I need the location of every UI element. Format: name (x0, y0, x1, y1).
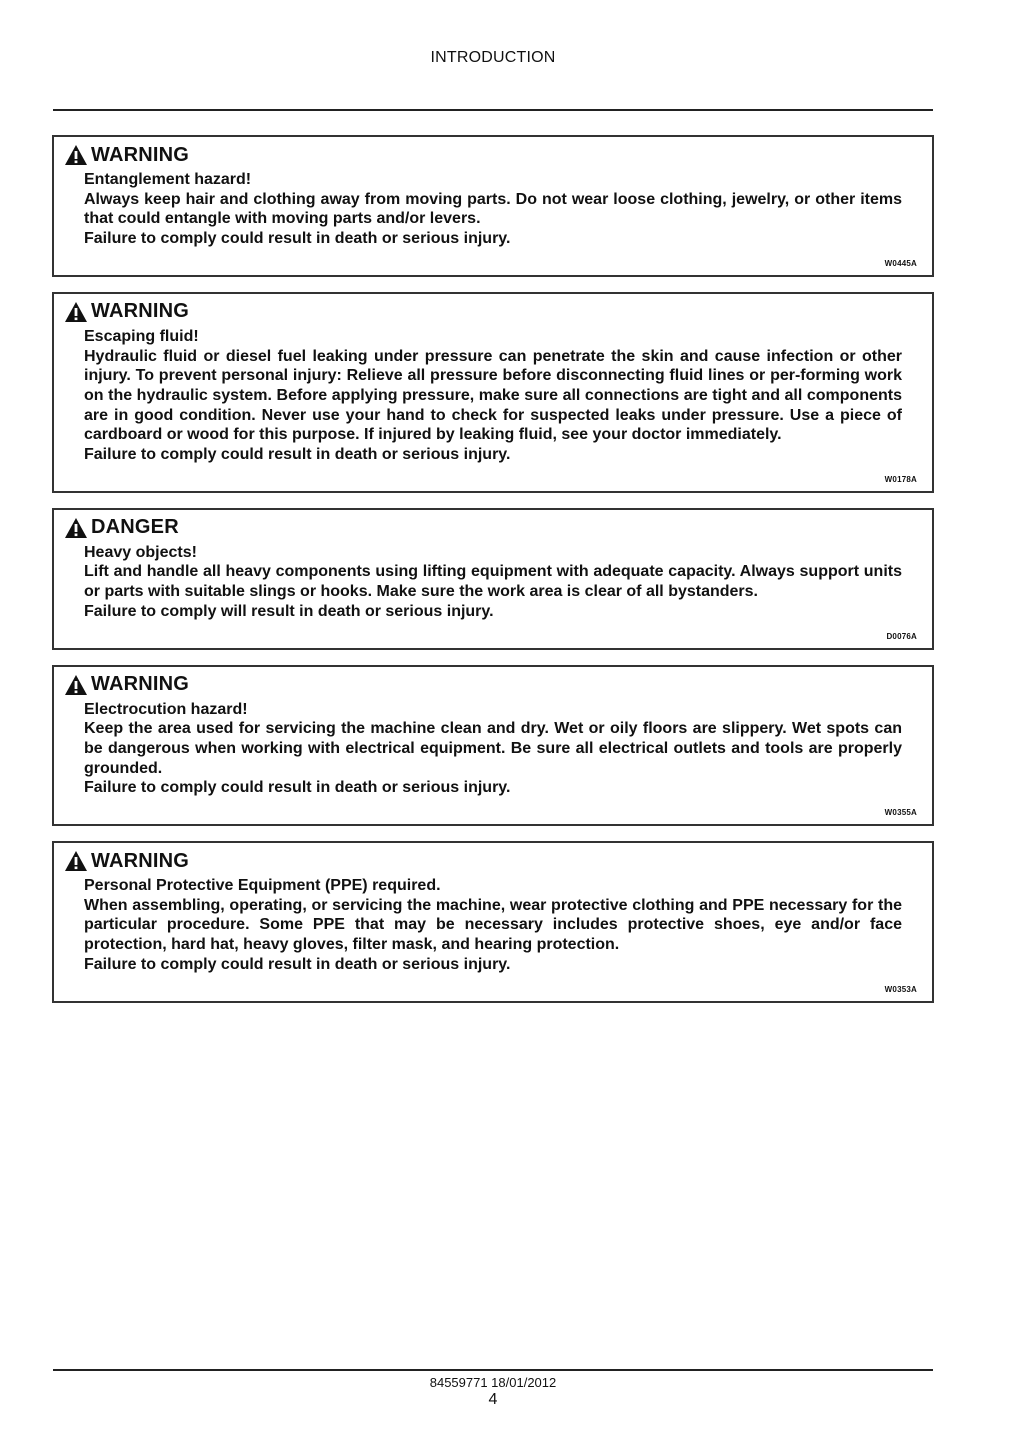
notice-body (84, 327, 902, 465)
footer-rule (53, 1369, 933, 1371)
notice-title: WARNING (91, 849, 190, 872)
notice-title: WARNING (91, 143, 190, 166)
notice-header (64, 850, 902, 872)
warning-triangle-icon (64, 850, 88, 872)
notice-header (64, 301, 902, 323)
notice-title: WARNING (91, 300, 190, 323)
notice-hazard: Entanglement hazard! (84, 171, 252, 188)
notice-consequence: Failure to comply could result in death or serious injury. (84, 230, 511, 248)
notice-title: DANGER (91, 516, 179, 539)
notice-code: D0076A (886, 631, 917, 641)
notice-body (84, 170, 902, 249)
warning-triangle-icon (64, 144, 88, 166)
notice-escaping-fluid (52, 292, 934, 493)
notice-code: W0355A (884, 808, 917, 818)
notice-electrocution (52, 665, 934, 827)
page-header-title: INTRODUCTION (430, 49, 556, 66)
warning-triangle-icon (64, 301, 88, 323)
notice-code: W0353A (884, 984, 917, 994)
notice-code: W0445A (884, 258, 917, 268)
notice-consequence: Failure to comply will result in death or serious injury. (84, 602, 494, 620)
notice-hazard: Heavy objects! (84, 543, 197, 561)
notice-instruction: Keep the area used for servicing the machine clean and dry. Wet or oily floors are slippery. Wet spots can be dangerous when working with electrical equipment. Be sure all electrical outlets and tools are properly grounded. (84, 720, 902, 777)
notice-consequence: Failure to comply could result in death or serious injury. (84, 955, 511, 973)
notice-body (84, 543, 902, 622)
warning-triangle-icon (64, 674, 88, 696)
warning-triangle-icon (64, 517, 88, 539)
notice-hazard: Electrocution hazard! (84, 700, 248, 718)
page-number: 4 (488, 1391, 498, 1408)
notice-ppe (52, 841, 934, 1003)
notice-body (84, 876, 902, 975)
notice-body (84, 700, 902, 799)
notice-hazard: Escaping fluid! (84, 327, 199, 345)
notice-instruction: When assembling, operating, or servicing the machine, wear protective clothing and PPE necessary for the particular procedure. Some PPE that may be necessary includes protective shoes, eye and/or face protection, hard hat, heavy gloves, filter mask, and hearing protection. (84, 896, 902, 954)
notice-instruction: Always keep hair and clothing away from moving parts. Do not wear loose clothing, jewelry, or other items that could entangle with moving parts and/or levers. (84, 190, 902, 228)
notice-consequence: Failure to comply could result in death or serious injury. (84, 779, 511, 797)
notice-instruction: Lift and handle all heavy components using lifting equipment with adequate capacity. Always support units or parts with suitable slings or hooks. Make sure the work area is clear of all bystanders. (84, 563, 902, 601)
notice-title: WARNING (91, 673, 190, 696)
notice-consequence: Failure to comply could result in death or serious injury. (84, 446, 511, 464)
notice-heavy-objects (52, 508, 934, 650)
notice-header (64, 517, 902, 539)
footer-document-reference: 84559771 18/01/2012 (429, 1375, 557, 1390)
notice-code: W0178A (884, 474, 917, 484)
notice-instruction: Hydraulic fluid or diesel fuel leaking under pressure can penetrate the skin and cause infection or other injury. To prevent personal injury: Relieve all pressure before disconnecting fluid lines or per-forming work on the hydraulic system. Before applying pressure, make sure all connections are tight and all components are in good condition. Never use your hand to check for suspected leaks under pressure. Use a piece of cardboard or wood for this purpose. If injured by leaking fluid, see your doctor immediately. (84, 347, 902, 444)
header-rule (53, 109, 933, 111)
notice-header (64, 674, 902, 696)
notice-hazard: Personal Protective Equipment (PPE) required. (84, 877, 441, 895)
safety-notices (52, 135, 934, 1018)
notice-header (64, 144, 902, 166)
notice-entanglement (52, 135, 934, 277)
